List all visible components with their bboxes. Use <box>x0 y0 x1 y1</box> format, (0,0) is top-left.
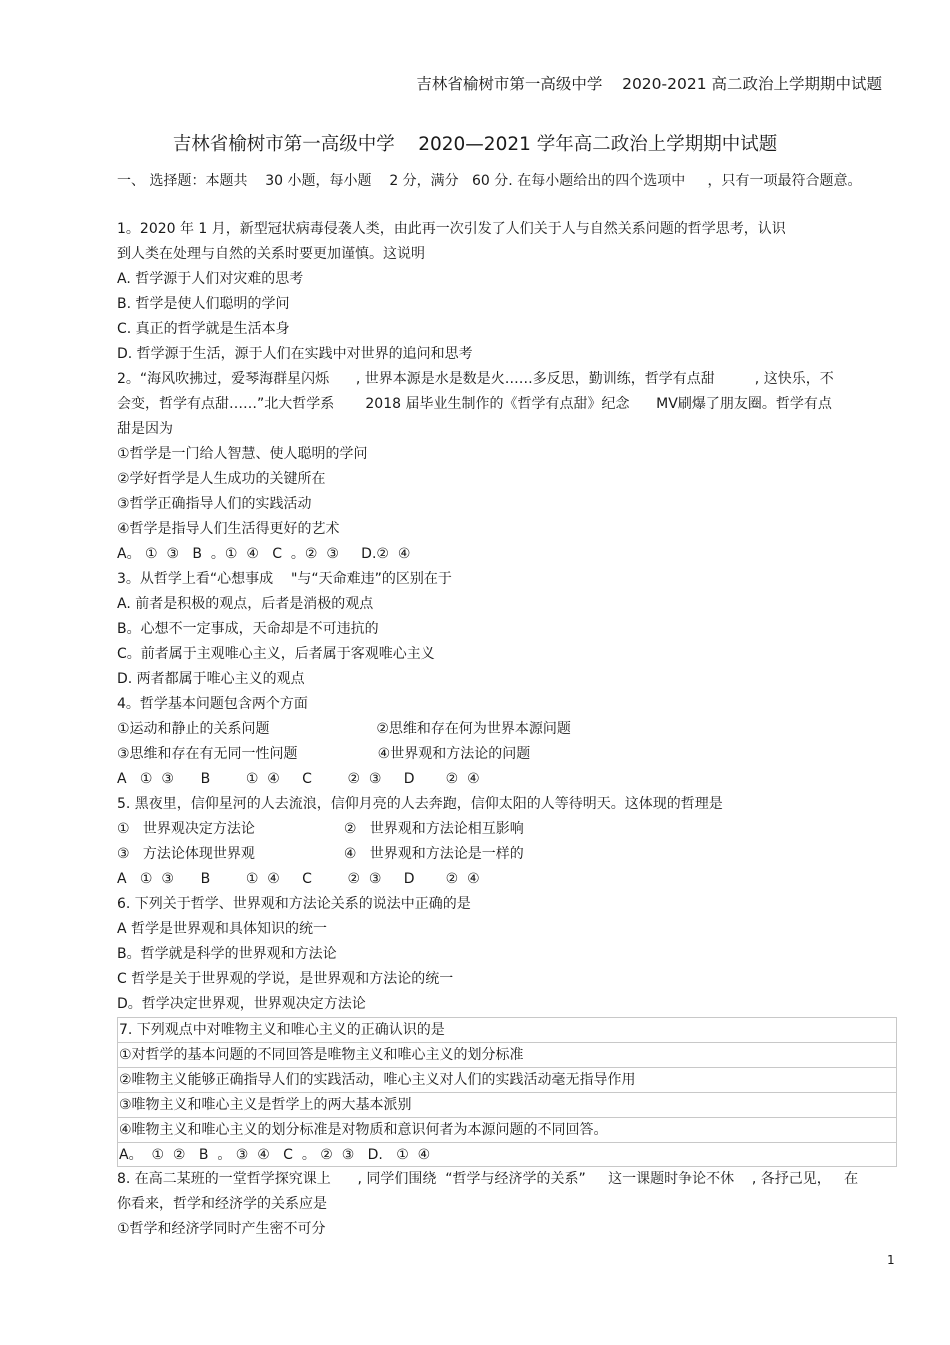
question-6-option-c: C 哲学是关于世界观的学说，是世界观和方法论的统一 <box>117 971 454 987</box>
question-5-statements-3-4: ③ 方法论体现世界观 ④ 世界观和方法论是一样的 <box>117 846 524 862</box>
question-1-stem-cont: 到人类在处理与自然的关系时要更加谨慎。这说明 <box>117 246 425 262</box>
question-2-statement-3: ③哲学正确指导人们的实践活动 <box>117 496 312 512</box>
question-5-statements-1-2: ① 世界观决定方法论 ② 世界观和方法论相互影响 <box>117 821 524 837</box>
question-8-statement-1: ①哲学和经济学同时产生密不可分 <box>117 1221 326 1237</box>
question-7-statement-1: ①对哲学的基本问题的不同回答是唯物主义和唯心主义的划分标准 <box>117 1042 897 1067</box>
section-instructions: 一、 选择题：本题共 30 小题，每小题 2 分，满分 60 分. 在每小题给出的四个选项中 ，只有一项最符合题意。 <box>117 173 862 189</box>
question-2-statement-1: ①哲学是一门给人智慧、使人聪明的学问 <box>117 446 368 462</box>
question-7-choices: A。 ① ② B 。 ③ ④ C 。 ② ③ D. ① ④ <box>117 1142 897 1167</box>
question-1-option-c: C. 真正的哲学就是生活本身 <box>117 321 290 337</box>
question-4-statements-1-2: ①运动和静止的关系问题 ②思维和存在何为世界本源问题 <box>117 721 571 737</box>
question-3-option-a: A. 前者是积极的观点，后者是消极的观点 <box>117 596 374 612</box>
question-3-option-c: C。前者属于主观唯心主义，后者属于客观唯心主义 <box>117 646 435 662</box>
question-5-choices: A ① ③ B ① ④ C ② ③ D ② ④ <box>117 871 480 887</box>
question-list <box>117 217 897 1242</box>
question-2-stem-cont: 会变，哲学有点甜……”北大哲学系 2018 届毕业生制作的《哲学有点甜》纪念 MV刷爆了朋友圈。哲学有点 <box>117 396 832 412</box>
question-2-choices: A。 ① ③ B 。① ④ C 。② ③ D.② ④ <box>117 546 411 562</box>
running-header: 吉林省榆树市第一高级中学 2020-2021 高二政治上学期期中试题 <box>416 75 882 93</box>
question-3-option-b: B。心想不一定事成，天命却是不可违抗的 <box>117 621 379 637</box>
question-8-stem: 8. 在高二某班的一堂哲学探究课上 , 同学们围绕 “哲学与经济学的关系” 这一课题时争论不休 , 各抒己见， 在 <box>117 1171 859 1187</box>
question-4-choices: A ① ③ B ① ④ C ② ③ D ② ④ <box>117 771 480 787</box>
question-6-stem: 6. 下列关于哲学、世界观和方法论关系的说法中正确的是 <box>117 896 471 912</box>
question-2-stem: 2。“海风吹拂过，爱琴海群星闪烁 , 世界本源是水是数是火……多反思，勤训练，哲学有点甜 , 这快乐，不 <box>117 371 834 387</box>
question-3-stem: 3。从哲学上看“心想事成 "与“天命难违”的区别在于 <box>117 571 452 587</box>
question-2-statement-2: ②学好哲学是人生成功的关键所在 <box>117 471 326 487</box>
question-7-statement-2: ②唯物主义能够正确指导人们的实践活动，唯心主义对人们的实践活动毫无指导作用 <box>117 1067 897 1092</box>
question-7-statement-3: ③唯物主义和唯心主义是哲学上的两大基本派别 <box>117 1092 897 1117</box>
document-title: 吉林省榆树市第一高级中学 2020—2021 学年高二政治上学期期中试题 <box>172 134 778 155</box>
question-7-stem: 7. 下列观点中对唯物主义和唯心主义的正确认识的是 <box>117 1017 897 1042</box>
question-5-stem: 5. 黑夜里，信仰星河的人去流浪，信仰月亮的人去奔跑，信仰太阳的人等待明天。这体现的哲理是 <box>117 796 723 812</box>
question-1-stem: 1。2020 年 1 月，新型冠状病毒侵袭人类，由此再一次引发了人们关于人与自然关系问题的哲学思考，认识 <box>117 221 786 237</box>
question-2-stem-end: 甜是因为 <box>117 421 173 437</box>
question-6-option-a: A 哲学是世界观和具体知识的统一 <box>117 921 328 937</box>
question-6-option-d: D。哲学决定世界观，世界观决定方法论 <box>117 996 366 1012</box>
question-8-stem-cont: 你看来，哲学和经济学的关系应是 <box>117 1196 327 1212</box>
question-1-option-d: D. 哲学源于生活，源于人们在实践中对世界的追问和思考 <box>117 346 473 362</box>
question-1-option-b: B. 哲学是使人们聪明的学问 <box>117 296 290 312</box>
question-4-statements-3-4: ③思维和存在有无同一性问题 ④世界观和方法论的问题 <box>117 746 531 762</box>
question-7-statement-4: ④唯物主义和唯心主义的划分标准是对物质和意识何者为本源问题的不同回答。 <box>117 1117 897 1142</box>
question-6-option-b: B。哲学就是科学的世界观和方法论 <box>117 946 337 962</box>
question-4-stem: 4。哲学基本问题包含两个方面 <box>117 696 308 712</box>
page-number: 1 <box>887 1253 895 1267</box>
question-1-option-a: A. 哲学源于人们对灾难的思考 <box>117 271 304 287</box>
question-3-option-d: D. 两者都属于唯心主义的观点 <box>117 671 305 687</box>
question-2-statement-4: ④哲学是指导人们生活得更好的艺术 <box>117 521 340 537</box>
